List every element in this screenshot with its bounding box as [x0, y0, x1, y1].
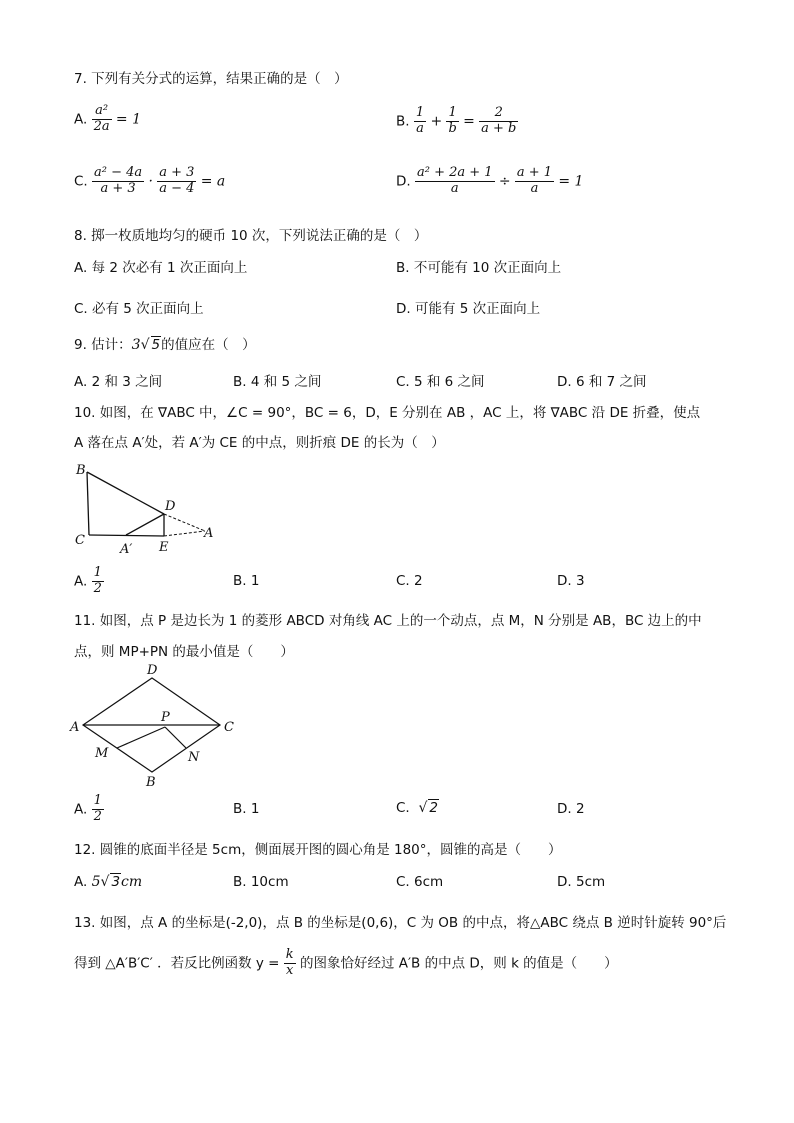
q11-option-a: [74, 794, 104, 825]
equals-sign: =: [463, 113, 475, 130]
fraction-denominator: a − 4: [159, 180, 195, 196]
q11-stem-line2: 点，则 MP+PN 的最小值是（ ）: [74, 644, 294, 660]
label-a: A: [70, 720, 80, 735]
q8-stem: 8. 掷一枚质地均匀的硬币 10 次，下列说法正确的是（ ）: [74, 228, 428, 244]
q10-option-c: C. 2: [396, 573, 423, 589]
q7-option-c-label: C.: [74, 173, 88, 190]
label-m: M: [95, 746, 109, 761]
label-c: C: [224, 720, 234, 735]
q9-option-c: C. 5 和 6 之间: [396, 374, 485, 390]
q9-option-b: B. 4 和 5 之间: [233, 374, 322, 390]
fraction-numerator: a² + 2a + 1: [416, 165, 493, 180]
divide-sign: ÷: [498, 173, 511, 190]
q9-radicand: 5: [151, 337, 161, 353]
q12-option-a-radicand: 3: [111, 874, 121, 890]
q13-stem-line2: [74, 948, 618, 979]
fraction-denominator: a: [530, 180, 539, 196]
q12-option-a: A. 5√ 3cm: [74, 874, 143, 890]
fraction-numerator: 1: [93, 793, 102, 808]
q10-stem-line2: A 落在点 A′处，若 A′为 CE 的中点，则折痕 DE 的长为（ ）: [74, 435, 445, 451]
fraction-denominator: 2: [93, 580, 102, 596]
segment-bc: [87, 472, 89, 535]
q7-option-d: [396, 166, 583, 197]
q10-figure: [70, 458, 230, 558]
label-b: B: [76, 463, 86, 478]
q10-stem-line1: 10. 如图，在 ∇ABC 中，∠C = 90°，BC = 6，D，E 分别在 AB ，AC 上，将 ∇ABC 沿 DE 折叠，使点: [74, 405, 701, 421]
q9-option-a: A. 2 和 3 之间: [74, 374, 163, 390]
q11-option-c-radicand: 2: [429, 800, 438, 816]
segment-bd: [87, 472, 164, 514]
q7-option-a-label: A.: [74, 111, 88, 128]
q9-stem-prefix: 9. 估计：: [74, 337, 132, 353]
q8-option-a: A. 每 2 次必有 1 次正面向上: [74, 260, 248, 276]
q9-stem-suffix: 的值应在（ ）: [161, 337, 256, 353]
q13-stem-line2-suffix: 的图象恰好经过 A′B 的中点 D，则 k 的值是（ ）: [299, 955, 618, 972]
fraction-denominator: x: [286, 962, 294, 978]
q7-option-b-label: B.: [396, 113, 410, 130]
label-e: E: [159, 540, 169, 555]
fraction-numerator: 1: [93, 565, 102, 580]
q12-stem: 12. 圆锥的底面半径是 5cm，侧面展开图的圆心角是 180°，圆锥的高是（ ）: [74, 842, 562, 858]
label-p: P: [161, 710, 170, 725]
fraction-numerator: 1: [415, 105, 425, 120]
q7-option-d-label: D.: [396, 173, 411, 190]
q7-option-a: [74, 104, 141, 135]
q12-option-b: B. 10cm: [233, 874, 289, 890]
segment-mp: [117, 727, 165, 748]
q7-option-c: [74, 166, 225, 197]
q9-stem: 9. 估计：3√ 5的值应在（ ）: [74, 337, 256, 353]
q7-stem: 7. 下列有关分式的运算，结果正确的是（ ）: [74, 71, 348, 87]
label-c: C: [75, 533, 85, 548]
q11-figure: [66, 660, 246, 792]
q11-option-d: D. 2: [557, 801, 585, 817]
fraction-numerator: a + 3: [159, 165, 195, 180]
q9-option-d: D. 6 和 7 之间: [557, 374, 647, 390]
fraction-numerator: 1: [446, 106, 458, 122]
q7-option-b: [396, 106, 518, 137]
fraction-numerator: a² − 4a: [94, 165, 143, 180]
label-d: D: [165, 499, 176, 514]
fraction-numerator: 2: [479, 106, 518, 122]
label-a-prime: A′: [120, 542, 133, 557]
q12-option-a-unit: cm: [121, 874, 143, 890]
fraction-numerator: a + 1: [516, 165, 553, 180]
segment-da1: [126, 514, 164, 535]
q11-option-b: B. 1: [233, 801, 260, 817]
q7-option-d-result: = 1: [558, 173, 584, 190]
fraction-denominator: 2: [93, 808, 102, 824]
fraction-denominator: a + b: [481, 120, 517, 136]
q11-stem-line1: 11. 如图，点 P 是边长为 1 的菱形 ABCD 对角线 AC 上的一个动点，点 M，N 分别是 AB，BC 边上的中: [74, 613, 702, 629]
q10-option-a-label: A.: [74, 573, 88, 590]
q8-option-d: D. 可能有 5 次正面向上: [396, 301, 541, 317]
q7-option-a-result: = 1: [115, 111, 142, 128]
q11-option-c-label: C.: [396, 800, 410, 816]
q10-option-d: D. 3: [557, 573, 585, 589]
label-b: B: [146, 775, 156, 790]
q7-option-c-result: = a: [200, 173, 226, 190]
label-a: A: [204, 526, 214, 541]
q9-coefficient: 3: [131, 337, 141, 353]
fraction-denominator: a: [450, 180, 459, 196]
fraction-numerator: k: [285, 947, 294, 962]
q12-option-a-label: A.: [74, 874, 88, 890]
q12-option-d: D. 5cm: [557, 874, 606, 890]
q12-option-a-coefficient: 5: [91, 874, 101, 890]
fraction-denominator: b: [448, 120, 457, 136]
label-d: D: [147, 663, 158, 678]
q10-option-a: [74, 566, 104, 597]
fraction-denominator: a: [416, 120, 424, 136]
q13-stem-line1: 13. 如图，点 A 的坐标是(-2,0)，点 B 的坐标是(0,6)，C 为 OB 的中点，将△ABC 绕点 B 逆时针旋转 90°后: [74, 915, 727, 931]
q13-stem-line2-prefix: 得到 △A′B′C′ ．若反比例函数 y =: [74, 955, 280, 972]
segment-pn: [165, 727, 186, 748]
q8-option-b: B. 不可能有 10 次正面向上: [396, 260, 562, 276]
segment-ea-dashed: [164, 531, 205, 536]
q11-option-c: C. √ 2: [396, 800, 438, 816]
q12-option-c: C. 6cm: [396, 874, 444, 890]
fraction-denominator: 2a: [93, 118, 110, 134]
q7-option-a-fraction: [92, 104, 112, 135]
multiply-dot: ·: [148, 173, 153, 190]
plus-sign: +: [430, 113, 443, 130]
segment-da-dashed: [164, 514, 205, 531]
label-n: N: [188, 750, 200, 765]
q11-option-a-label: A.: [74, 801, 88, 818]
q8-option-c: C. 必有 5 次正面向上: [74, 301, 204, 317]
fraction-numerator: a²: [92, 104, 112, 120]
q10-option-b: B. 1: [233, 573, 260, 589]
fraction-denominator: a + 3: [100, 180, 136, 196]
